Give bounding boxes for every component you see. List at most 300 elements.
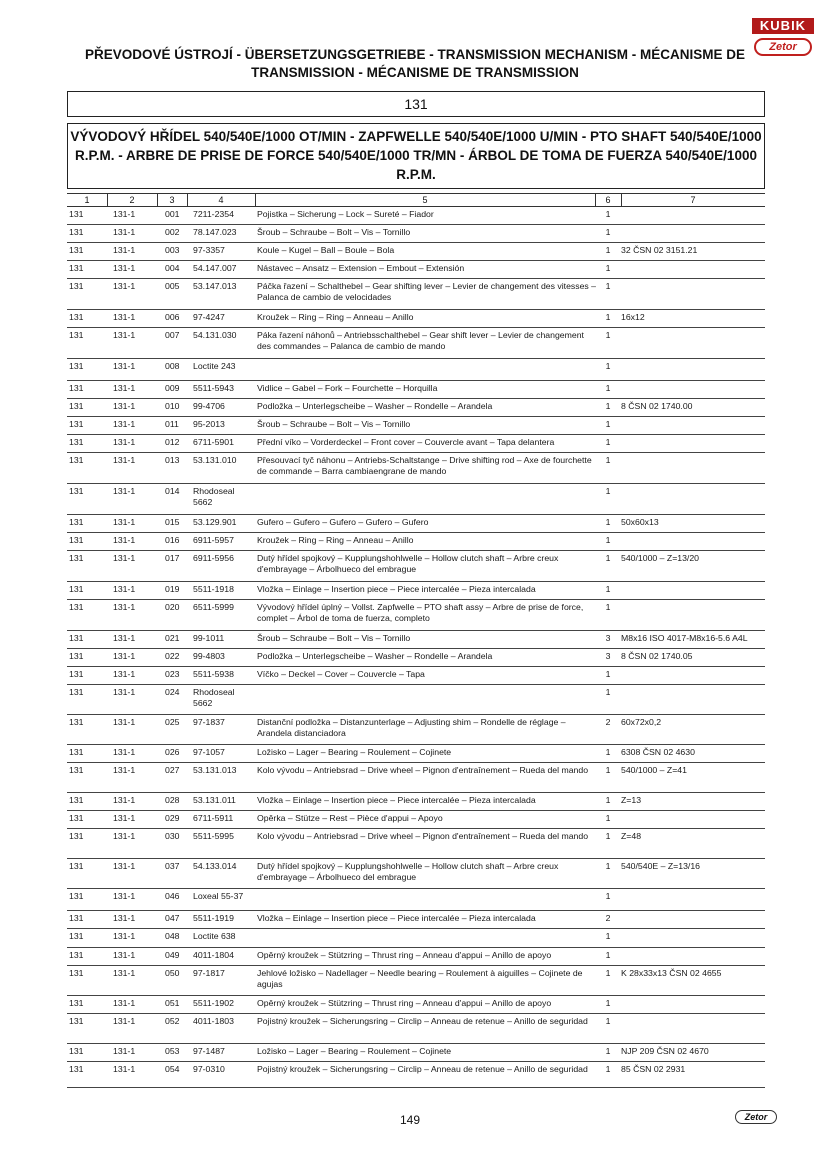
table-row [67,310,765,328]
cell-c6: 2 [605,717,611,727]
cell-c1: 131 [69,419,84,429]
cell-c3: 017 [165,553,180,563]
cell-c6: 1 [605,950,611,960]
cell-c1: 131 [69,998,84,1008]
cell-c5: Šroub – Schraube – Bolt – Vis – Tornillo [257,227,411,237]
cell-c2: 131-1 [113,1064,136,1074]
table-row [67,261,765,279]
cell-c2: 131-1 [113,227,136,237]
cell-c7: 8 ČSN 02 1740.05 [621,651,693,661]
cell-c6: 1 [605,998,611,1008]
cell-c3: 053 [165,1046,180,1056]
cell-c5: Kolo vývodu – Antriebsrad – Drive wheel – Pignon d'entraînement – Rueda del mando [257,831,589,841]
cell-c4: 6911-5956 [193,553,234,563]
table-row [67,1062,765,1088]
cell-c2: 131-1 [113,209,136,219]
table-row [67,1014,765,1044]
section-number: 131 [67,91,765,117]
cell-c4: 53.131.011 [193,795,236,805]
cell-c6: 1 [605,330,611,340]
cell-c1: 131 [69,747,84,757]
cell-c2: 131-1 [113,968,136,978]
table-row [67,811,765,829]
table-row [67,667,765,685]
cell-c6: 1 [605,245,611,255]
cell-c1: 131 [69,486,84,496]
cell-c6: 1 [605,891,611,901]
cell-c6: 1 [605,968,611,978]
cell-c6: 1 [605,813,611,823]
cell-c5: Víčko – Deckel – Cover – Couvercle – Tapa [257,669,425,679]
cell-c1: 131 [69,651,84,661]
cell-c4: Loxeal 55-37 [193,891,244,901]
cell-c3: 006 [165,312,180,322]
cell-c4: 4011-1804 [193,950,234,960]
cell-c4: Loctite 243 [193,361,236,371]
cell-c3: 012 [165,437,180,447]
cell-c3: 029 [165,813,180,823]
cell-c7: 540/540E – Z=13/16 [621,861,700,871]
cell-c3: 049 [165,950,180,960]
cell-c2: 131-1 [113,263,136,273]
cell-c1: 131 [69,861,84,871]
cell-c3: 011 [165,419,179,429]
cell-c2: 131-1 [113,419,136,429]
cell-c1: 131 [69,535,84,545]
cell-c1: 131 [69,913,84,923]
cell-c6: 2 [605,913,611,923]
cell-c2: 131-1 [113,584,136,594]
table-row [67,600,765,631]
cell-c5: Vidlice – Gabel – Fork – Fourchette – Horquilla [257,383,438,393]
page-title: PŘEVODOVÉ ÚSTROJÍ - ÜBERSETZUNGSGETRIEBE - TRANSMISSION MECHANISM - MÉCANISME DE TRANSMISSION - MÉCANISME DE TRANSMISSION [84,47,746,80]
cell-c5: Kroužek – Ring – Ring – Anneau – Anillo [257,535,414,545]
cell-c3: 054 [165,1064,180,1074]
table-row [67,859,765,889]
cell-c2: 131-1 [113,633,136,643]
parts-table [67,193,765,1088]
cell-c4: 97-1837 [193,717,225,727]
cell-c3: 047 [165,913,180,923]
cell-c6: 1 [605,861,611,871]
cell-c2: 131-1 [113,669,136,679]
cell-c3: 007 [165,330,180,340]
cell-c3: 005 [165,281,180,291]
cell-c2: 131-1 [113,455,136,465]
zetor-logo-text: Zetor [754,38,812,56]
cell-c1: 131 [69,891,84,901]
table-row [67,966,765,996]
cell-c3: 028 [165,795,180,805]
cell-c4: 97-1487 [193,1046,225,1056]
table-row [67,829,765,859]
cell-c3: 008 [165,361,180,371]
cell-c3: 020 [165,602,180,612]
cell-c3: 027 [165,765,180,775]
cell-c5: Přesouvací tyč náhonu – Antriebs-Schaltstange – Drive shifting rod – Axe de fourchette de commande – Barra cambiaengrane de mando [257,455,592,476]
cell-c4: 6711-5901 [193,437,234,447]
cell-c3: 048 [165,931,180,941]
table-row [67,207,765,225]
table-row [67,1044,765,1062]
cell-c2: 131-1 [113,687,136,697]
cell-c2: 131-1 [113,913,136,923]
cell-c6: 1 [605,455,611,465]
cell-c1: 131 [69,687,84,697]
cell-c1: 131 [69,795,84,805]
cell-c4: 97-0310 [193,1064,225,1074]
cell-c4: 5511-1918 [193,584,234,594]
cell-c4: 54.147.007 [193,263,237,273]
cell-c6: 3 [605,633,611,643]
cell-c4: 99-1011 [193,633,225,643]
cell-c3: 002 [165,227,180,237]
cell-c2: 131-1 [113,401,136,411]
cell-c4: 6711-5911 [193,813,234,823]
cell-c5: Páka řazení náhonů – Antriebsschalthebel – Gear shift lever – Levier de changement des commandes – Palanca de cambio de mando [257,330,584,351]
cell-c4: 54.133.014 [193,861,237,871]
cell-c6: 1 [605,795,611,805]
cell-c2: 131-1 [113,931,136,941]
cell-c2: 131-1 [113,1046,136,1056]
cell-c3: 046 [165,891,180,901]
cell-c1: 131 [69,245,84,255]
cell-c6: 1 [605,361,611,371]
cell-c6: 1 [605,602,611,612]
cell-c5: Podložka – Unterlegscheibe – Washer – Rondelle – Arandela [257,401,493,411]
table-row [67,793,765,811]
cell-c4: Rhodoseal 5662 [193,486,235,507]
cell-c4: 5511-5938 [193,669,234,679]
cell-c3: 050 [165,968,180,978]
cell-c3: 001 [165,209,180,219]
cell-c5: Páčka řazení – Schalthebel – Gear shifting lever – Levier de changement des vitesses – Palanca de cambio de velocidades [257,281,597,302]
cell-c1: 131 [69,602,84,612]
cell-c3: 024 [165,687,180,697]
cell-c2: 131-1 [113,312,136,322]
cell-c3: 010 [165,401,180,411]
cell-c1: 131 [69,1016,84,1026]
cell-c3: 030 [165,831,180,841]
cell-c1: 131 [69,1046,84,1056]
table-row [67,763,765,793]
column-header: 2 [129,195,135,205]
cell-c2: 131-1 [113,281,136,291]
cell-c3: 037 [165,861,180,871]
column-header: 3 [169,195,175,205]
table-row [67,533,765,551]
table-row [67,582,765,600]
cell-c7: 60x72x0,2 [621,717,662,727]
cell-c5: Šroub – Schraube – Bolt – Vis – Tornillo [257,419,411,429]
table-header-row [67,193,765,207]
cell-c6: 1 [605,419,611,429]
cell-c5: Vývodový hřídel úplný – Vollst. Zapfwelle – PTO shaft assy – Arbre de prise de force, complet – Árbol de toma de fuerza, completo [257,602,584,623]
cell-c4: 7211-2354 [193,209,234,219]
cell-c2: 131-1 [113,651,136,661]
cell-c6: 1 [605,486,611,496]
cell-c1: 131 [69,717,84,727]
cell-c1: 131 [69,633,84,643]
cell-c3: 003 [165,245,180,255]
cell-c2: 131-1 [113,383,136,393]
cell-c2: 131-1 [113,891,136,901]
cell-c5: Pojistka – Sicherung – Lock – Sureté – Fiador [257,209,434,219]
cell-c2: 131-1 [113,517,136,527]
cell-c2: 131-1 [113,795,136,805]
table-row [67,279,765,310]
cell-c2: 131-1 [113,717,136,727]
cell-c7: K 28x33x13 ČSN 02 4655 [621,968,722,978]
cell-c5: Kroužek – Ring – Ring – Anneau – Anillo [257,312,414,322]
cell-c7: Z=13 [621,795,642,805]
cell-c4: 53.129.901 [193,517,237,527]
table-row [67,929,765,948]
cell-c1: 131 [69,765,84,775]
cell-c6: 1 [605,1046,611,1056]
table-row [67,889,765,911]
cell-c3: 004 [165,263,180,273]
cell-c6: 1 [605,931,611,941]
cell-c4: 53.147.013 [193,281,237,291]
cell-c6: 1 [605,437,611,447]
cell-c5: Vložka – Einlage – Insertion piece – Piece intercalée – Pieza intercalada [257,795,536,805]
cell-c5: Ložisko – Lager – Bearing – Roulement – Cojinete [257,1046,452,1056]
cell-c4: 95-2013 [193,419,225,429]
cell-c6: 1 [605,401,611,411]
cell-c3: 025 [165,717,180,727]
cell-c5: Pojistný kroužek – Sicherungsring – Circlip – Anneau de retenue – Anillo de seguridad [257,1016,588,1026]
cell-c1: 131 [69,813,84,823]
table-row [67,715,765,745]
cell-c1: 131 [69,281,84,291]
table-row [67,435,765,453]
cell-c1: 131 [69,1064,84,1074]
table-row [67,399,765,417]
cell-c5: Opěrný kroužek – Stützring – Thrust ring – Anneau d'appui – Anillo de apoyo [257,950,552,960]
column-header: 5 [422,195,428,205]
cell-c1: 131 [69,361,84,371]
cell-c6: 1 [605,263,611,273]
cell-c7: 8 ČSN 02 1740.00 [621,401,693,411]
cell-c4: 54.131.030 [193,330,237,340]
cell-c7: 16x12 [621,312,645,322]
cell-c2: 131-1 [113,245,136,255]
cell-c2: 131-1 [113,950,136,960]
cell-c5: Kolo vývodu – Antriebsrad – Drive wheel – Pignon d'entraînement – Rueda del mando [257,765,589,775]
cell-c7: 85 ČSN 02 2931 [621,1064,686,1074]
cell-c3: 023 [165,669,180,679]
cell-c5: Podložka – Unterlegscheibe – Washer – Rondelle – Arandela [257,651,493,661]
cell-c1: 131 [69,950,84,960]
table-row [67,649,765,667]
section-subtitle: VÝVODOVÝ HŘÍDEL 540/540E/1000 OT/MIN - ZAPFWELLE 540/540E/1000 U/MIN - PTO SHAFT 540/540E/1000 R.P.M. - ARBRE DE PRISE DE FORCE 540/540E/1000 TR/MN - ÁRBOL DE TOMA DE FUERZA 540/540E/1000 R.P.M. [67,123,765,189]
cell-c5: Opěrný kroužek – Stützring – Thrust ring – Anneau d'appui – Anillo de apoyo [257,998,552,1008]
cell-c4: 78.147.023 [193,227,237,237]
cell-c3: 019 [165,584,180,594]
cell-c7: NJP 209 ČSN 02 4670 [621,1046,709,1056]
table-row [67,911,765,929]
table-row [67,328,765,359]
column-header: 7 [690,195,696,205]
cell-c6: 1 [605,747,611,757]
cell-c2: 131-1 [113,813,136,823]
table-row [67,359,765,381]
cell-c2: 131-1 [113,553,136,563]
table-row [67,453,765,484]
cell-c6: 1 [605,209,611,219]
cell-c4: 6911-5957 [193,535,234,545]
cell-c4: 53.131.013 [193,765,237,775]
cell-c4: 5511-5995 [193,831,234,841]
cell-c1: 131 [69,383,84,393]
cell-c2: 131-1 [113,602,136,612]
cell-c5: Pojistný kroužek – Sicherungsring – Circlip – Anneau de retenue – Anillo de seguridad [257,1064,588,1074]
cell-c6: 3 [605,651,611,661]
cell-c7: M8x16 ISO 4017-M8x16-5.6 A4L [621,633,748,643]
cell-c2: 131-1 [113,1016,136,1026]
cell-c4: 6511-5999 [193,602,234,612]
table-body [67,207,765,1088]
cell-c1: 131 [69,263,84,273]
cell-c5: Jehlové ložisko – Nadellager – Needle bearing – Roulement à aiguilles – Cojinete de agujas [257,968,583,989]
table-row [67,996,765,1014]
cell-c4: 5511-5943 [193,383,234,393]
cell-c7: 540/1000 – Z=13/20 [621,553,700,563]
cell-c6: 1 [605,831,611,841]
table-row [67,484,765,515]
cell-c1: 131 [69,584,84,594]
cell-c5: Přední víko – Vorderdeckel – Front cover – Couvercle avant – Tapa delantera [257,437,555,447]
cell-c6: 1 [605,584,611,594]
cell-c2: 131-1 [113,831,136,841]
cell-c5: Ložisko – Lager – Bearing – Roulement – Cojinete [257,747,452,757]
cell-c2: 131-1 [113,861,136,871]
cell-c3: 021 [165,633,180,643]
cell-c6: 1 [605,765,611,775]
cell-c2: 131-1 [113,330,136,340]
cell-c5: Distanční podložka – Distanzunterlage – Adjusting shim – Rondelle de réglage – Arandela distanciadora [257,717,566,738]
cell-c3: 016 [165,535,180,545]
cell-c3: 052 [165,1016,180,1026]
cell-c3: 013 [165,455,180,465]
cell-c7: 540/1000 – Z=41 [621,765,687,775]
cell-c7: 32 ČSN 02 3151.21 [621,245,698,255]
cell-c2: 131-1 [113,486,136,496]
cell-c3: 026 [165,747,180,757]
page-number: 149 [399,1113,421,1127]
cell-c4: 99-4803 [193,651,225,661]
cell-c6: 1 [605,1064,611,1074]
cell-c4: 5511-1902 [193,998,234,1008]
cell-c2: 131-1 [113,998,136,1008]
cell-c1: 131 [69,437,84,447]
column-header: 6 [605,195,611,205]
cell-c6: 1 [605,553,611,563]
cell-c4: Loctite 638 [193,931,236,941]
cell-c4: 5511-1919 [193,913,234,923]
table-row [67,685,765,715]
cell-c6: 1 [605,281,611,291]
table-row [67,631,765,649]
cell-c5: Vložka – Einlage – Insertion piece – Piece intercalée – Pieza intercalada [257,913,536,923]
cell-c1: 131 [69,931,84,941]
cell-c1: 131 [69,517,84,527]
cell-c4: 4011-1803 [193,1016,234,1026]
cell-c1: 131 [69,401,84,411]
cell-c3: 051 [165,998,180,1008]
cell-c7: 6308 ČSN 02 4630 [621,747,695,757]
cell-c6: 1 [605,383,611,393]
cell-c7: Z=48 [621,831,642,841]
cell-c1: 131 [69,669,84,679]
cell-c4: 97-1057 [193,747,225,757]
cell-c4: 99-4706 [193,401,225,411]
cell-c6: 1 [605,687,611,697]
cell-c5: Nástavec – Ansatz – Extension – Embout – Extensión [257,263,465,273]
table-row [67,515,765,533]
cell-c2: 131-1 [113,437,136,447]
cell-c2: 131-1 [113,535,136,545]
cell-c6: 1 [605,669,611,679]
cell-c1: 131 [69,330,84,340]
cell-c5: Dutý hřídel spojkový – Kupplungshohlwelle – Hollow clutch shaft – Arbre creux d'embrayage – Árbolhueco del embrague [257,861,559,882]
cell-c1: 131 [69,312,84,322]
cell-c3: 014 [165,486,180,496]
cell-c5: Dutý hřídel spojkový – Kupplungshohlwelle – Hollow clutch shaft – Arbre creux d'embrayage – Árbolhueco del embrague [257,553,559,574]
cell-c7: 50x60x13 [621,517,659,527]
cell-c4: 97-1817 [193,968,225,978]
column-header: 4 [218,195,224,205]
cell-c6: 1 [605,1016,611,1026]
kubik-logo-text: KUBIK [752,18,814,34]
table-row [67,381,765,399]
table-row [67,551,765,582]
cell-c2: 131-1 [113,361,136,371]
cell-c1: 131 [69,831,84,841]
cell-c4: 53.131.010 [193,455,237,465]
cell-c4: 97-4247 [193,312,225,322]
cell-c5: Koule – Kugel – Ball – Boule – Bola [257,245,395,255]
table-row [67,745,765,763]
kubik-zetor-logo [752,8,814,70]
cell-c5: Opěrka – Stütze – Rest – Pièce d'appui – Apoyo [257,813,443,823]
column-header: 1 [84,195,90,205]
table-row [67,417,765,435]
cell-c6: 1 [605,227,611,237]
table-row [67,948,765,966]
cell-c1: 131 [69,968,84,978]
cell-c1: 131 [69,209,84,219]
cell-c1: 131 [69,227,84,237]
cell-c6: 1 [605,312,611,322]
cell-c4: 97-3357 [193,245,225,255]
table-row [67,243,765,261]
cell-c5: Gufero – Gufero – Gufero – Gufero – Gufero [257,517,429,527]
cell-c5: Vložka – Einlage – Insertion piece – Piece intercalée – Pieza intercalada [257,584,536,594]
cell-c2: 131-1 [113,765,136,775]
cell-c4: Rhodoseal 5662 [193,687,235,708]
cell-c1: 131 [69,455,84,465]
cell-c3: 022 [165,651,180,661]
cell-c2: 131-1 [113,747,136,757]
cell-c5: Šroub – Schraube – Bolt – Vis – Tornillo [257,633,411,643]
footer-zetor-logo: Zetor [735,1110,777,1124]
table-row [67,225,765,243]
cell-c6: 1 [605,535,611,545]
cell-c3: 009 [165,383,180,393]
cell-c6: 1 [605,517,611,527]
